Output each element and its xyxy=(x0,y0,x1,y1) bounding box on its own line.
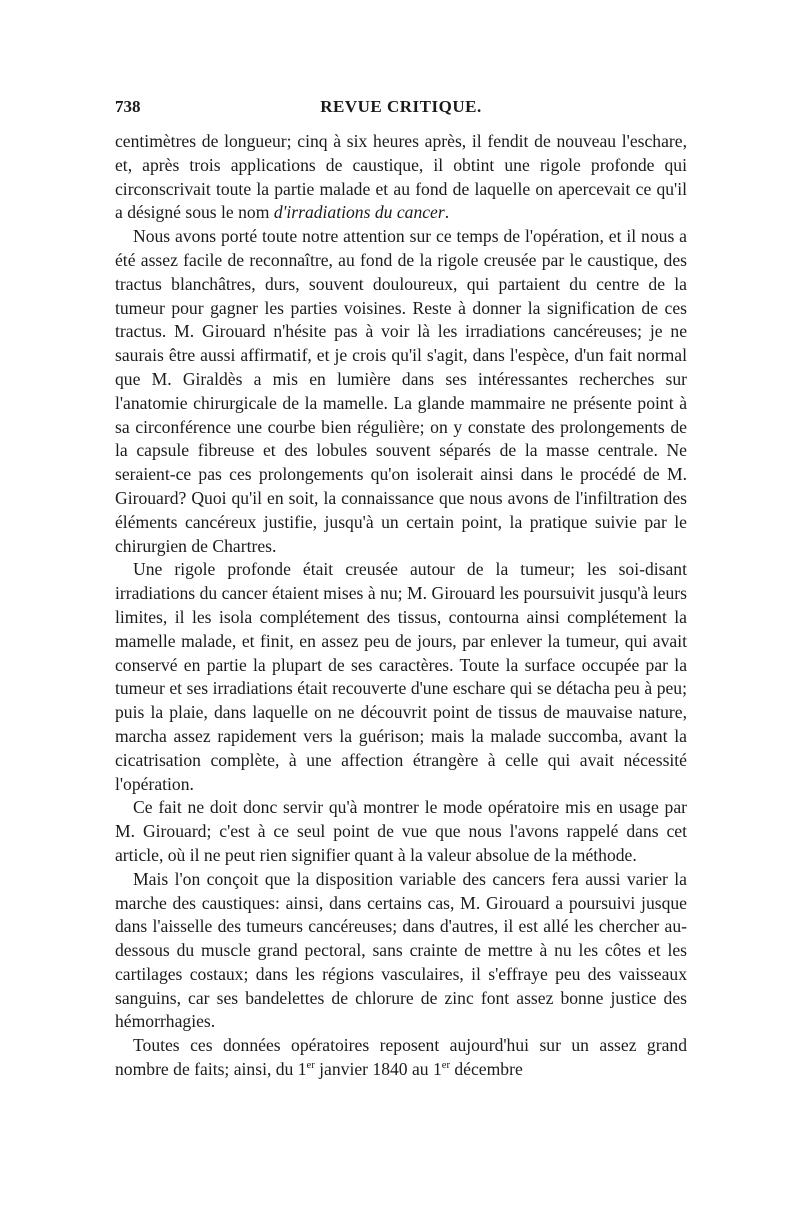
paragraph-6-sup-2: er xyxy=(441,1060,450,1072)
paragraph-1-italic: d'irradiations du cancer xyxy=(273,202,445,223)
paragraph-6 xyxy=(115,1034,687,1082)
paragraph-6-mid: janvier 1840 au 1 xyxy=(314,1059,442,1080)
paragraph-2: Nous avons porté toute notre attention sur ce temps de l'opération, et il nous a été assez facile de reconnaître, au fond de la rigole creusée par le caustique, des tractus blanchâtres, durs, souvent douloureux, qui partaient du centre de la tumeur pour gagner les parties voisines. Reste à donner la signification de ces tractus. M. Girouard n'hésite pas à voir là les irradiations cancéreuses; je ne saurais être aussi affirmatif, et je crois qu'il s'agit, dans l'espèce, d'un fait normal que M. Giraldès a mis en lumière dans ses intéressantes recherches sur l'anatomie chirurgicale de la mamelle. La glande mammaire ne présente point à sa circonférence une courbe bien régulière; on y constate des prolongements de la capsule fibreuse et des lobules souvent séparés de la masse centrale. Ne seraient-ce pas ces prolongements qu'on isolerait ainsi dans le procédé de M. Girouard? Quoi qu'il en soit, la connaissance que nous avons de l'infiltration des éléments cancéreux justifie, jusqu'à un certain point, la pratique suivie par le chirurgien de Chartres. xyxy=(115,226,687,556)
paragraph-5: Mais l'on conçoit que la disposition variable des cancers fera aussi varier la marche des caustiques: ainsi, dans certains cas, M. Girouard a poursuivi jusque dans l'aisselle des tumeurs cancéreuses; dans d'autres, il est allé les chercher au-dessous du muscle grand pectoral, sans crainte de mettre à nu les côtes et les cartilages costaux; dans les régions vasculaires, il s'effraye peu des vaisseaux sanguins, car ses bandelettes de chlorure de zinc font assez bonne justice des hémorrhagies. xyxy=(115,868,687,1032)
paragraph-1 xyxy=(115,130,687,225)
paragraph-4: Ce fait ne doit donc servir qu'à montrer le mode opératoire mis en usage par M. Girouard; c'est à ce seul point de vue que nous l'avons rappelé dans cet article, où il ne peut rien signifier quant à la valeur absolue de la méthode. xyxy=(115,797,687,865)
paragraph-6-text: Toutes ces données opératoires reposent aujourd'hui sur un assez grand nombre de faits; ainsi, du 1 xyxy=(115,1035,687,1080)
paragraph-1-text: centimètres de longueur; cinq à six heures après, il fendit de nouveau l'eschare, et, après trois applications de caustique, il obtint une rigole profonde qui circonscrivait toute la partie malade et au fond de laquelle on apercevait ce qu'il a désigné sous le nom xyxy=(115,131,687,223)
paragraph-3: Une rigole profonde était creusée autour de la tumeur; les soi-disant irradiations du cancer étaient mises à nu; M. Girouard les poursuivit jusqu'à leurs limites, il les isola complétement des tissus, contourna ainsi complétement la mamelle malade, et finit, en assez peu de jours, par enlever la tumeur, qui avait conservé en partie la plupart de ses caractères. Toute la surface occupée par la tumeur et ses irradiations était recouverte d'une eschare qui se détacha peu à peu; puis la plaie, dans laquelle on ne découvrit point de tissus de mauvaise nature, marcha assez rapidement vers la guérison; mais la malade succomba, avant la cicatrisation complète, à une affection étrangère à celle qui avait nécessité l'opération. xyxy=(115,559,687,794)
paragraph-6-tail: décembre xyxy=(449,1059,523,1080)
body-text xyxy=(115,130,687,1082)
running-title: REVUE CRITIQUE. xyxy=(320,97,482,116)
page-header xyxy=(115,94,687,120)
paragraph-1-tail: . xyxy=(444,202,450,223)
paragraph-6-sup-1: er xyxy=(306,1060,315,1072)
page-number: 738 xyxy=(115,97,141,116)
